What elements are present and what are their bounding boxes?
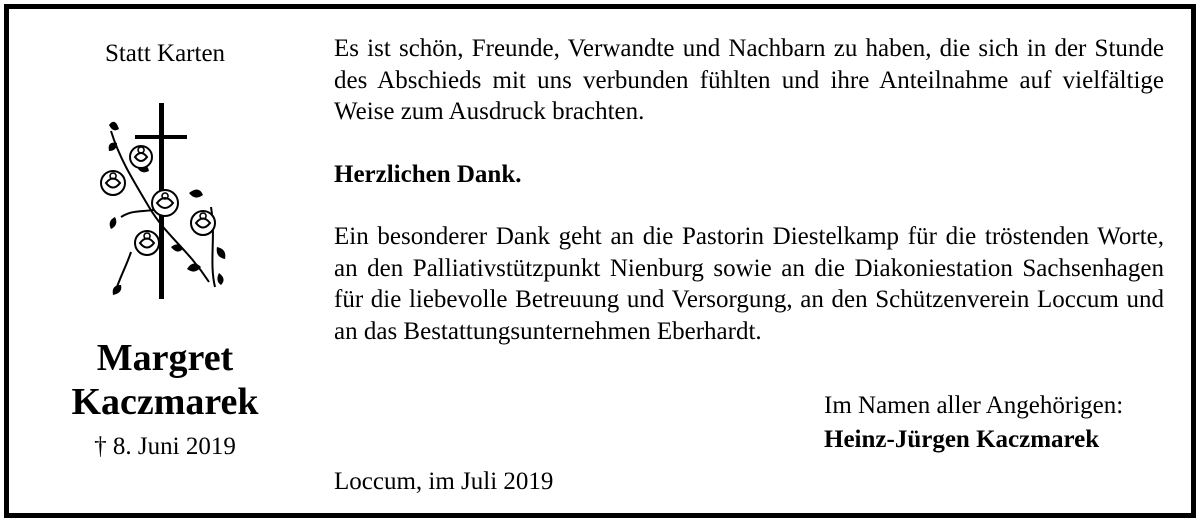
place-date: Loccum, im Juli 2019	[334, 468, 554, 495]
thanks-heading: Herzlichen Dank.	[334, 160, 522, 188]
spacer	[334, 190, 1164, 221]
deceased-last-name: Kaczmarek	[71, 381, 259, 423]
special-thanks-paragraph: Ein besonderer Dank geht an die Pastorin Diestelkamp für die tröstenden Worte, an den Palliativstützpunkt Nienburg sowie an die Diakoniestation Sachsenhagen für die liebevolle Betreuung und Versorgung, an den Schützenverein Loccum und an das Bestattungsunternehmen Eberhardt.	[334, 223, 1164, 345]
signature-name: Heinz-Jürgen Kaczmarek	[824, 426, 1100, 453]
gratitude-paragraph: Es ist schön, Freunde, Verwandte und Nachbarn zu haben, die sich in der Stunde des Abschieds mit uns verbunden fühlten und ihre Anteilnahme auf vielfältige Weise zum Ausdruck brachten.	[334, 35, 1164, 125]
death-date: † 8. Juni 2019	[94, 433, 236, 460]
cross-with-roses-icon	[91, 97, 236, 307]
notice-text	[334, 33, 1164, 347]
left-column	[9, 9, 321, 513]
signature-block	[824, 389, 1123, 457]
spacer	[334, 128, 1164, 159]
notice-frame	[4, 4, 1196, 518]
signature-intro: Im Namen aller Angehörigen:	[824, 392, 1124, 419]
deceased-first-name: Margret	[96, 337, 234, 379]
statt-karten-heading: Statt Karten	[104, 40, 226, 67]
